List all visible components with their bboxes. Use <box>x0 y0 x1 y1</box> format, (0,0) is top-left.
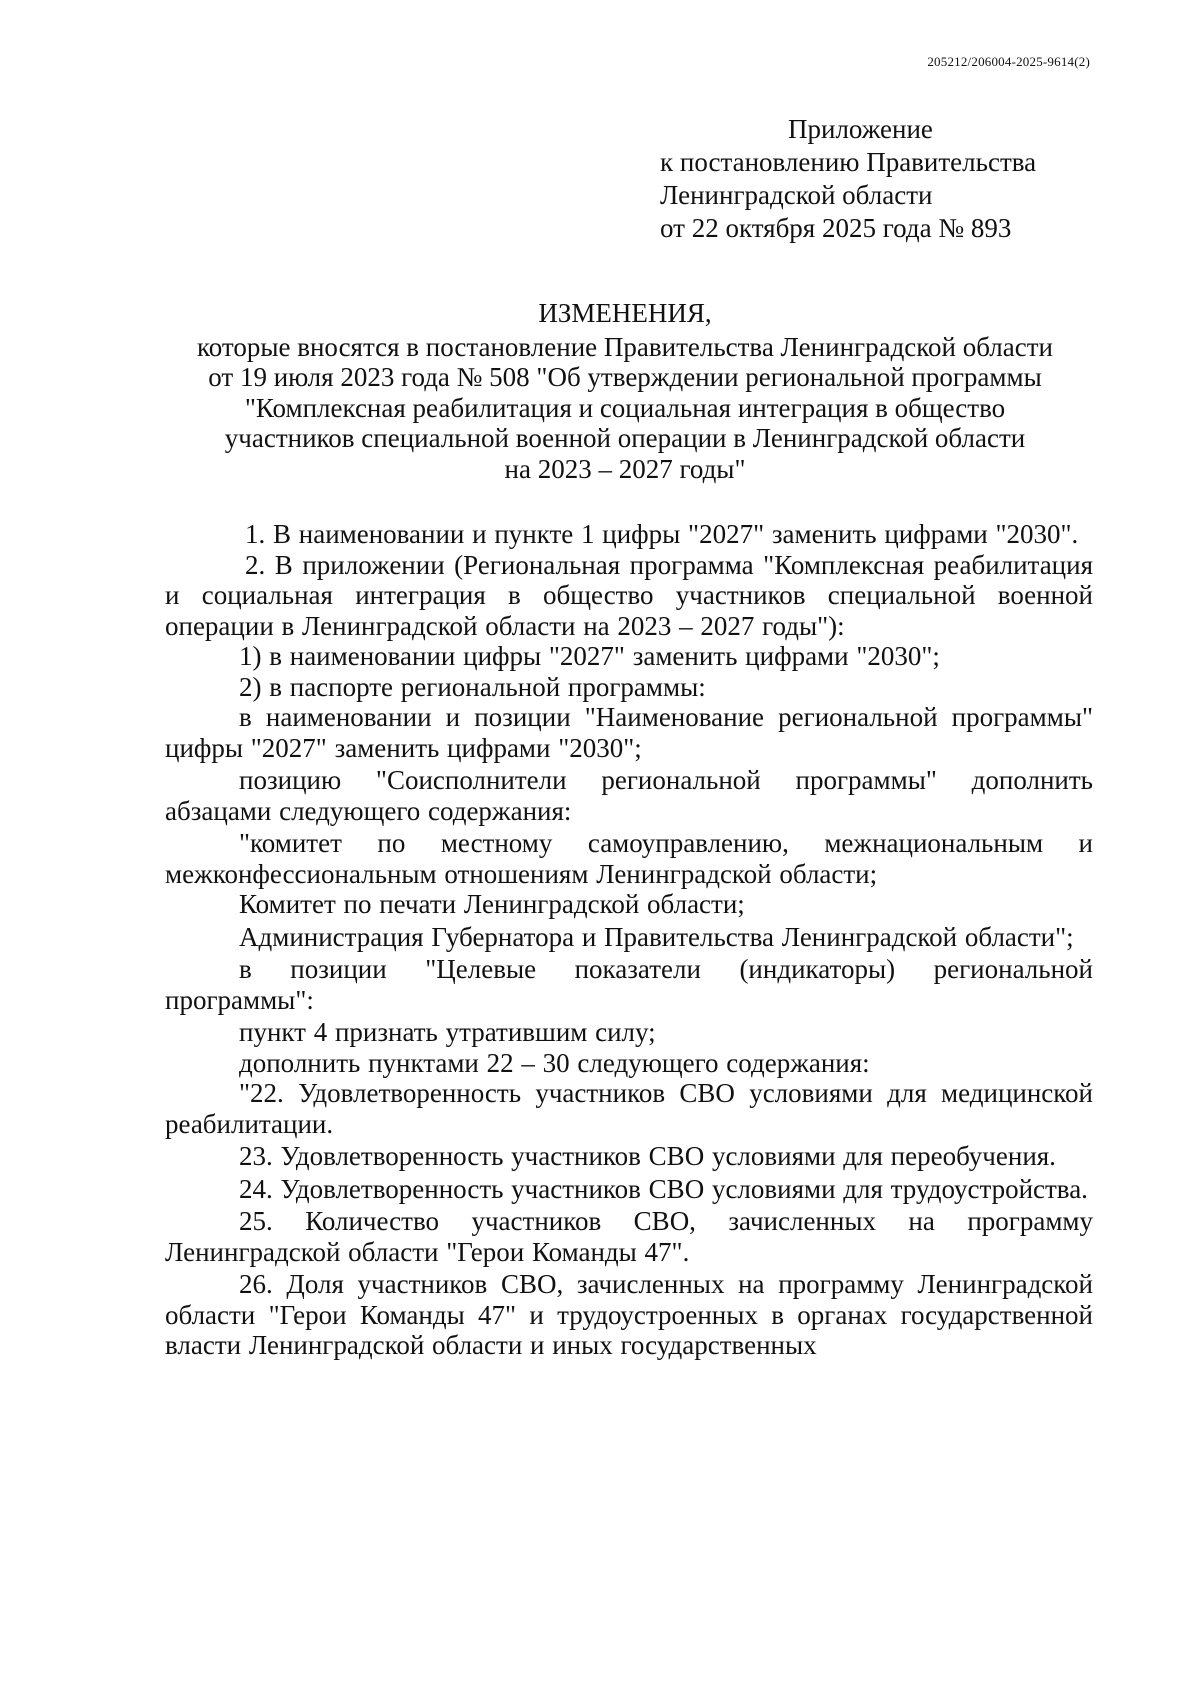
heading-title: ИЗМЕНЕНИЯ, <box>538 298 712 328</box>
paragraph: 1. В наименовании и пункте 1 цифры "2027" заменить цифрами "2030". <box>245 519 1079 549</box>
heading-line: "Комплексная реабилитация и социальная интеграция в общество <box>244 392 1006 423</box>
paragraph: 23. Удовлетворенность участников СВО условиями для переобучения. <box>239 1141 1056 1171</box>
paragraph: 2) в паспорте региональной программы: <box>239 671 706 702</box>
paragraph: пункт 4 признать утратившим силу; <box>239 1017 656 1047</box>
paragraph: в наименовании и позиции "Наименование региональной программы" цифры "2027" заменить цифрами "2030"; <box>165 702 1093 763</box>
paragraph: 2. В приложении (Региональная программа "Комплексная реабилитация и социальная интеграция в общество участников специальной военной операции в Ленинградской области на 2023 – 2027 годы"): <box>165 549 1093 641</box>
appendix-line: к постановлению Правительства <box>660 147 1037 177</box>
document-heading <box>150 298 1100 484</box>
paragraph: 1) в наименовании цифры "2027" заменить цифрами "2030"; <box>239 641 940 671</box>
paragraph: Администрация Губернатора и Правительства Ленинградской области"; <box>239 921 1074 952</box>
paragraph: 25. Количество участников СВО, зачисленных на программу Ленинградской области "Герои Команды 47". <box>165 1206 1093 1267</box>
paragraph: Комитет по печати Ленинградской области; <box>239 889 745 919</box>
appendix-line: от 22 октября 2025 года № 893 <box>660 213 1012 243</box>
appendix-title: Приложение <box>788 114 933 144</box>
paragraph: "комитет по местному самоуправлению, межнациональным и межконфессиональным отношениям Ленинградской области; <box>165 828 1093 889</box>
paragraph: в позиции "Целевые показатели (индикаторы) региональной программы": <box>165 954 1093 1015</box>
registration-number: 205212/206004-2025-9614(2) <box>927 54 1090 69</box>
paragraph: дополнить пунктами 22 – 30 следующего содержания: <box>239 1047 870 1078</box>
paragraph: "22. Удовлетворенность участников СВО условиями для медицинской реабилитации. <box>165 1078 1093 1139</box>
heading-line: от 19 июля 2023 года № 508 "Об утверждении региональной программы <box>208 362 1042 392</box>
heading-line: которые вносятся в постановление Правительства Ленинградской области <box>196 331 1053 362</box>
appendix-block <box>660 113 1036 245</box>
document-body <box>165 519 1093 1361</box>
heading-line: на 2023 – 2027 годы" <box>504 453 746 484</box>
appendix-line: Ленинградской области <box>660 180 933 210</box>
heading-line: участников специальной военной операции в Ленинградской области <box>224 423 1026 453</box>
paragraph: 24. Удовлетворенность участников СВО условиями для трудоустройства. <box>239 1173 1088 1204</box>
paragraph: 26. Доля участников СВО, зачисленных на программу Ленинградской области "Герои Команды 47" и трудоустроенных в органах государственной власти Ленинградской области и иных государственных <box>165 1269 1093 1360</box>
paragraph: позицию "Соисполнители региональной программы" дополнить абзацами следующего содержания: <box>165 765 1093 826</box>
